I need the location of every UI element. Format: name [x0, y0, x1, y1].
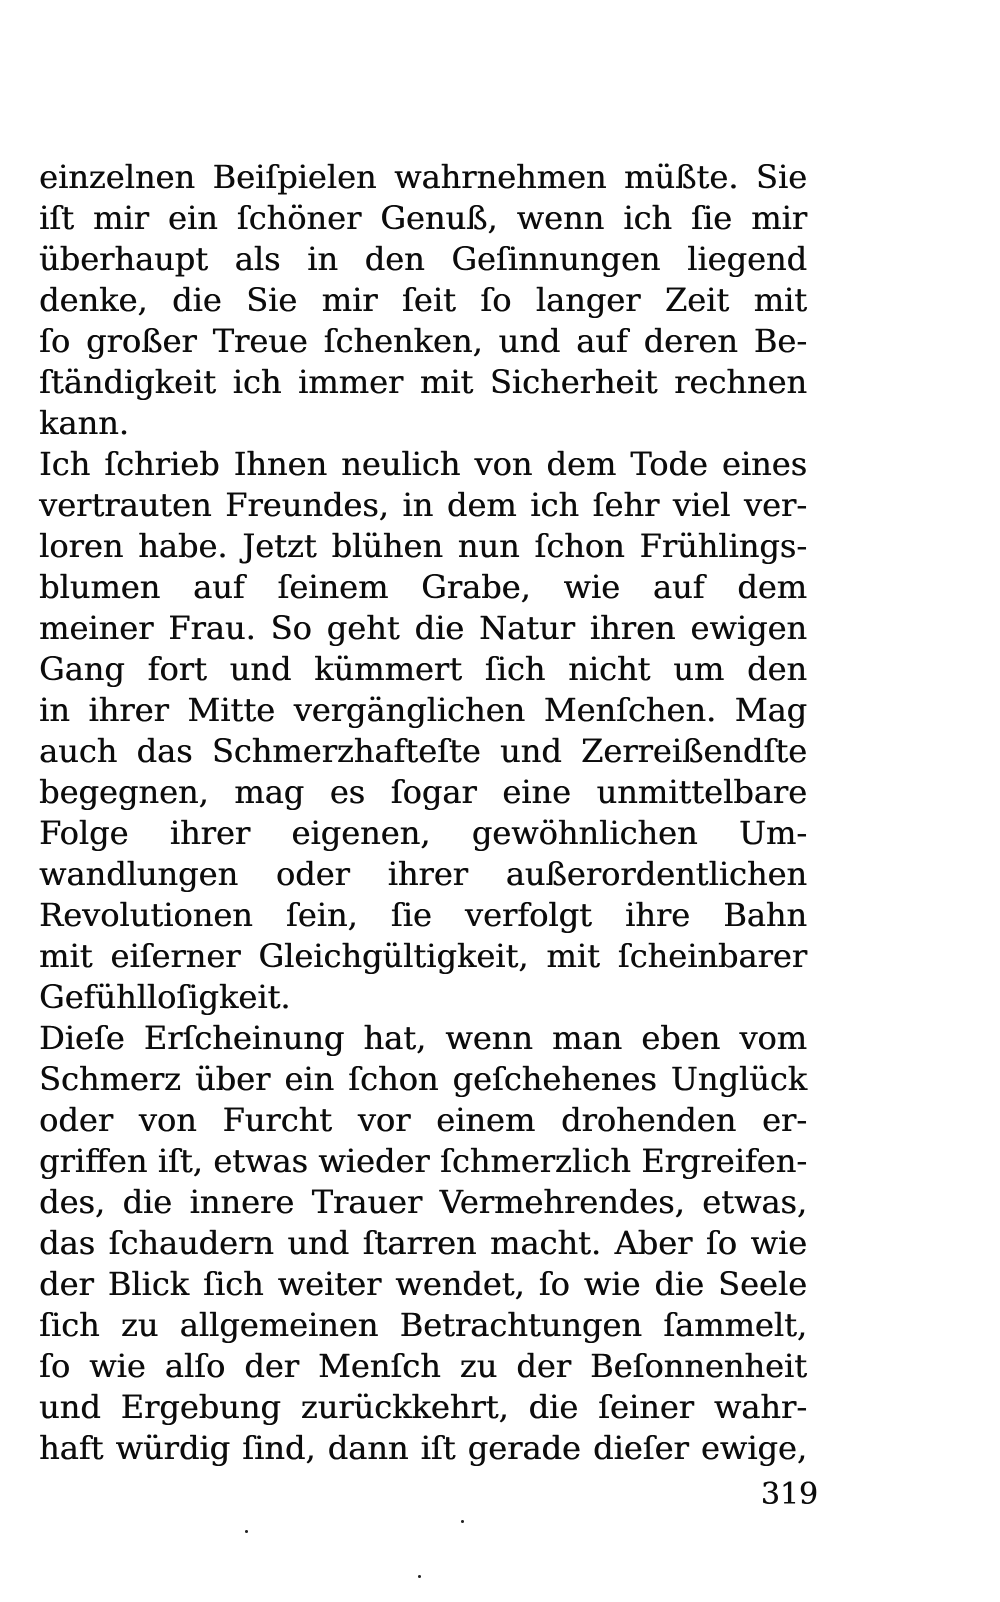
text-line: Dieſe Erſcheinung hat, wenn man eben vom — [39, 1019, 807, 1057]
text-line: Gefühlloſigkeit. — [39, 978, 291, 1016]
text-line: des, die innere Trauer Vermehrendes, etwas, — [39, 1183, 807, 1221]
text-line: der Blick ſich weiter wendet, ſo wie die Seele — [39, 1265, 807, 1303]
text-line: loren habe. Jetzt blühen nun ſchon Frühlings- — [39, 527, 807, 565]
text-line: blumen auf ſeinem Grabe, wie auf dem — [39, 568, 807, 606]
text-line: das ſchaudern und ſtarren macht. Aber ſo wie — [39, 1224, 807, 1262]
scan-speck — [418, 1575, 421, 1578]
body-text — [39, 157, 807, 1469]
scan-speck — [245, 1530, 248, 1533]
text-line: Folge ihrer eigenen, gewöhnlichen Um- — [39, 814, 807, 852]
page-number: 319 — [760, 1477, 818, 1512]
text-line: vertrauten Freundes, in dem ich ſehr viel ver- — [39, 486, 807, 524]
text-line: überhaupt als in den Geſinnungen liegend — [39, 240, 807, 278]
text-line: ſtändigkeit ich immer mit Sicherheit rechnen — [39, 363, 807, 401]
text-line: einzelnen Beiſpielen wahrnehmen müßte. Sie — [39, 158, 807, 196]
text-line: ſo großer Treue ſchenken, und auf deren Be- — [39, 322, 807, 360]
text-line: haft würdig ſind, dann iſt gerade dieſer ewige, — [39, 1429, 807, 1467]
text-line: in ihrer Mitte vergänglichen Menſchen. Mag — [39, 691, 807, 729]
text-line: Ich ſchrieb Ihnen neulich von dem Tode eines — [39, 445, 807, 483]
text-line: Gang fort und kümmert ſich nicht um den — [39, 650, 807, 688]
text-line: kann. — [39, 404, 129, 442]
text-line: mit eiſerner Gleichgültigkeit, mit ſcheinbarer — [39, 937, 807, 975]
text-line: meiner Frau. So geht die Natur ihren ewigen — [39, 609, 807, 647]
text-line: auch das Schmerzhafteſte und Zerreißendſte — [39, 732, 807, 770]
text-line: Revolutionen ſein, ſie verfolgt ihre Bahn — [39, 896, 807, 934]
text-line: ſich zu allgemeinen Betrachtungen ſammelt, — [39, 1306, 807, 1344]
text-line: oder von Furcht vor einem drohenden er- — [39, 1101, 807, 1139]
text-line: denke, die Sie mir ſeit ſo langer Zeit mit — [39, 281, 807, 319]
text-line: wandlungen oder ihrer außerordentlichen — [39, 855, 807, 893]
text-line: griffen iſt, etwas wieder ſchmerzlich Ergreifen- — [39, 1142, 807, 1180]
text-line: und Ergebung zurückkehrt, die ſeiner wahr- — [39, 1388, 807, 1426]
text-line: ſo wie alſo der Menſch zu der Beſonnenheit — [39, 1347, 807, 1385]
text-line: iſt mir ein ſchöner Genuß, wenn ich ſie mir — [39, 199, 807, 237]
text-line: begegnen, mag es ſogar eine unmittelbare — [39, 773, 807, 811]
scan-speck — [461, 1520, 464, 1523]
text-line: Schmerz über ein ſchon geſchehenes Unglück — [39, 1060, 807, 1098]
